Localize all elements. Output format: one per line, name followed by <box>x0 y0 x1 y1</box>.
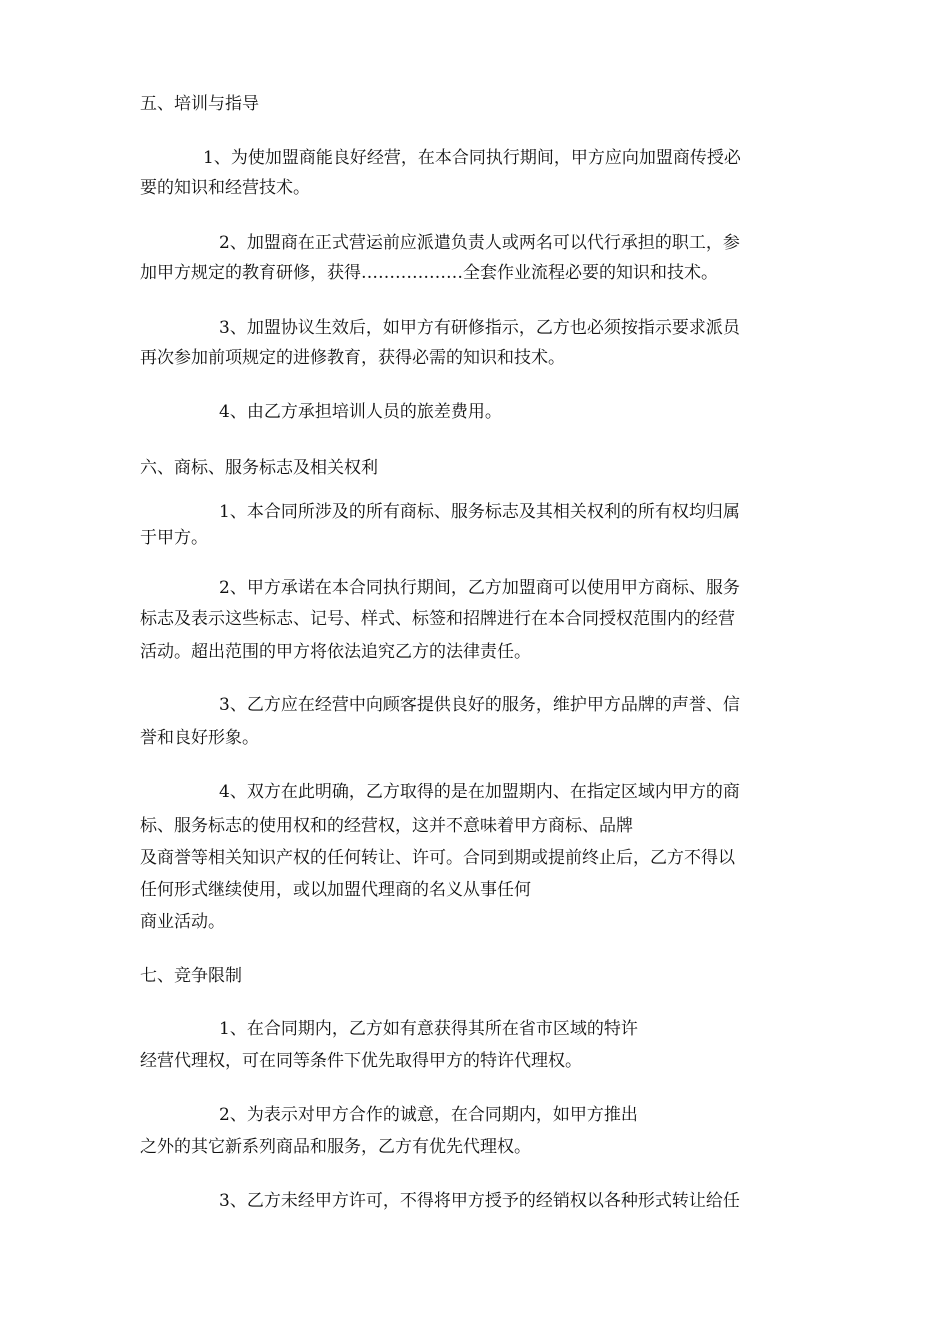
section-heading: 六、商标、服务标志及相关权利 <box>140 458 378 478</box>
section-heading: 七、竞争限制 <box>140 966 242 986</box>
clause-line: 任何形式继续使用，或以加盟代理商的名义从事任何 <box>140 880 531 900</box>
clause-line: 3、乙方未经甲方许可，不得将甲方授予的经销权以各种形式转让给任 <box>219 1191 740 1211</box>
clause-line: 再次参加前项规定的进修教育，获得必需的知识和技术。 <box>140 348 565 368</box>
clause-line: 誉和良好形象。 <box>140 728 259 748</box>
clause-line: 4、由乙方承担培训人员的旅差费用。 <box>219 402 502 422</box>
clause-line: 1、为使加盟商能良好经营，在本合同执行期间，甲方应向加盟商传授必 <box>203 148 741 168</box>
clause-line: 经营代理权，可在同等条件下优先取得甲方的特许代理权。 <box>140 1051 582 1071</box>
clause-line: 4、双方在此明确，乙方取得的是在加盟期内、在指定区域内甲方的商 <box>219 782 740 802</box>
clause-line: 加甲方规定的教育研修，获得………………全套作业流程必要的知识和技术。 <box>140 263 718 283</box>
clause-line: 要的知识和经营技术。 <box>140 178 310 198</box>
clause-line: 1、本合同所涉及的所有商标、服务标志及其相关权利的所有权均归属 <box>219 502 740 522</box>
clause-line: 于甲方。 <box>140 528 208 548</box>
clause-line: 之外的其它新系列商品和服务，乙方有优先代理权。 <box>140 1137 531 1157</box>
clause-line: 标志及表示这些标志、记号、样式、标签和招牌进行在本合同授权范围内的经营 <box>140 609 735 629</box>
clause-line: 标、服务标志的使用权和的经营权，这并不意味着甲方商标、品牌 <box>140 816 633 836</box>
clause-line: 3、乙方应在经营中向顾客提供良好的服务，维护甲方品牌的声誉、信 <box>219 695 740 715</box>
clause-line: 2、加盟商在正式营运前应派遣负责人或两名可以代行承担的职工，参 <box>219 233 740 253</box>
clause-line: 2、甲方承诺在本合同执行期间，乙方加盟商可以使用甲方商标、服务 <box>219 578 740 598</box>
clause-line: 及商誉等相关知识产权的任何转让、许可。合同到期或提前终止后，乙方不得以 <box>140 848 735 868</box>
clause-line: 1、在合同期内，乙方如有意获得其所在省市区域的特许 <box>219 1019 638 1039</box>
clause-line: 3、加盟协议生效后，如甲方有研修指示，乙方也必须按指示要求派员 <box>219 318 740 338</box>
clause-line: 2、为表示对甲方合作的诚意，在合同期内，如甲方推出 <box>219 1105 638 1125</box>
clause-line: 商业活动。 <box>140 912 225 932</box>
section-heading: 五、培训与指导 <box>140 94 259 114</box>
clause-line: 活动。超出范围的甲方将依法追究乙方的法律责任。 <box>140 642 531 662</box>
